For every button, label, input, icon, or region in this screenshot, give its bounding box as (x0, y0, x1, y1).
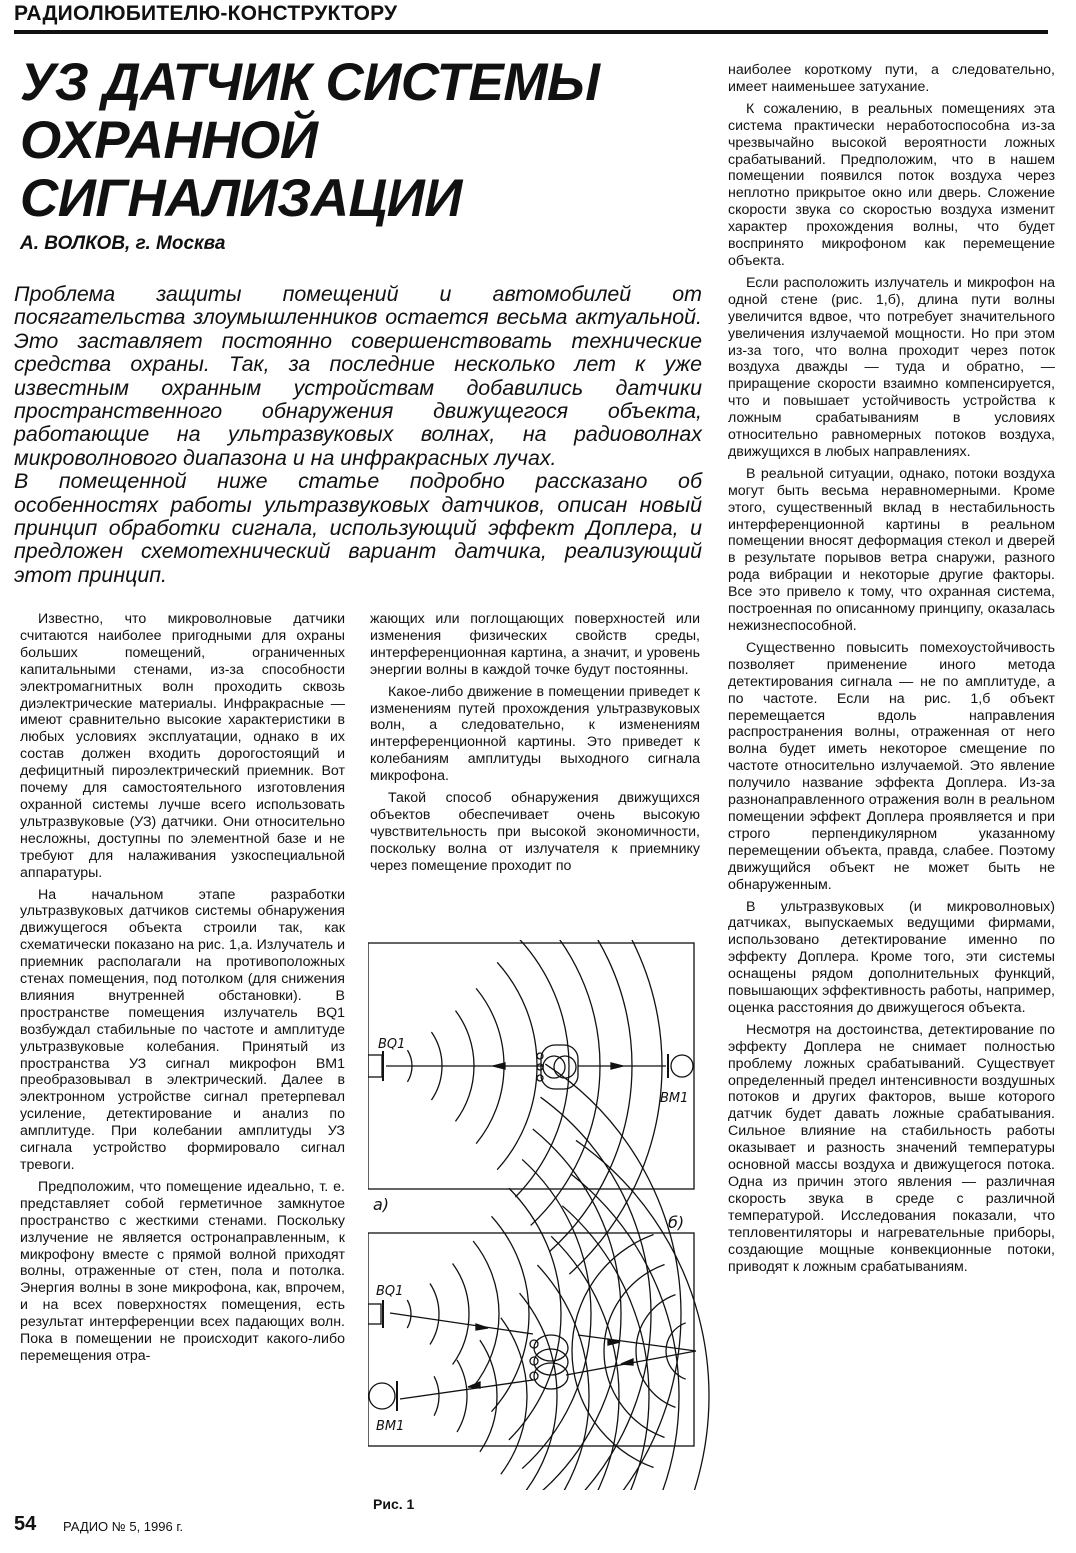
page-number: 54 (14, 1513, 37, 1535)
lead-paragraph: В помещенной ниже статье подробно рассказано об особенностях работы ультразвуковых датчиков, описан новый принцип обработки сигнала, использующий эффект Доплера, и предложен схемотехнический вариант датчика, реализующий этот принцип. (14, 469, 702, 587)
wavefront-arc (457, 1360, 467, 1432)
body-paragraph: Предположим, что помещение идеально, т. е. представляет собой герметичное замкнутое пространство с жесткими стенами. Поскольку излучение не является остронаправленным, к микрофону вместе с прямой волной приходят волны, отраженные от стен, пола и потолка. Энергия волны в зоне микрофона, как, впрочем, и на всех поверхностях помещения, есть результат интерференции всех падающих волн. Пока в помещении не происходит какого-либо перемещения отра- (20, 1178, 345, 1364)
article-author: А. ВОЛКОВ, г. Москва (20, 233, 226, 254)
microphone-label-a: BM1 (660, 1091, 689, 1106)
object-icon (537, 1045, 578, 1089)
body-paragraph: В реальной ситуации, однако, потоки воздуха могут быть весьма неравномерными. Кроме этого, существенный вклад в нестабильность интерференционной картины в реальном помещении вносят деформация стекол и дверей в результате порывов ветра снаружи, разного рода вибрации и некоторые другие факторы. Все это привело к тому, что охранная система, построенная по описанному принципу, оказалась нежизнеспособной. (728, 465, 1055, 634)
article-lead (14, 283, 702, 587)
arrow-icon (493, 1063, 505, 1069)
body-paragraph: Существенно повысить помехоустойчивость позволяет применение иного метода детектирования сигнала — не по амплитуде, а по частоте. Если на рис. 1,б объект перемещается вдоль направления распространения волны, отраженная от него волна будет иметь некоторое смещение по частоте относительно излучаемой. Это явление получило название эффекта Доплера. Из-за разнонаправленного отражения волн в реальном помещении эффект Доплера проявляется и при строго перпендикулярном указанному перемещении объекта, правда, слабее. Поэтому движущийся объект не может быть не обнаруженным. (728, 639, 1055, 893)
figure-1 (368, 940, 713, 1490)
wavefronts-a (407, 940, 662, 1274)
wavefront-arc (453, 1263, 469, 1364)
wavefront-arc (533, 1129, 621, 1490)
object-icon (530, 1335, 568, 1389)
figure-caption: Рис. 1 (373, 1496, 415, 1512)
title-line: ОХРАННОЙ (20, 111, 318, 170)
body-paragraph: Какое-либо движение в помещении приведет к изменениям путей прохождения ультразвуковых волн, а следовательно, к изменениям интерференционной картины. Это приведет к колебаниям амплитуды выходного сигнала микрофона. (370, 683, 700, 785)
panel-label-b: б) (668, 1213, 685, 1232)
microphone-icon (668, 1054, 693, 1078)
wavefront-arc (480, 1340, 497, 1452)
emitter-label-b: BQ1 (376, 1284, 404, 1299)
microphone-label-b: BM1 (376, 1419, 405, 1434)
wavefront-arc (434, 1376, 439, 1415)
section-rubric: РАДИОЛЮБИТЕЛЮ-КОНСТРУКТОРУ (14, 2, 398, 25)
body-paragraph: К сожалению, в реальных помещениях эта система практически неработоспособна из-за чрезвычайно высокой вероятности ложных срабатываний. Предположим, что в нашем помещении появился поток воздуха через неплотно прикрытое окно или дверь. Сложение скорости звука со скоростью воздуха изменит характер прохождения волны, что будет воспринято микрофоном как перемещение объекта. (728, 100, 1055, 269)
body-paragraph: жающих или поглощающих поверхностей или изменения физических свойств среды, интерференционная картина, а значит, и уровень энергии волны в каждой точке будут постоянны. (370, 611, 700, 678)
wavefront-arc (491, 1216, 529, 1411)
wavefront-arc (430, 1284, 439, 1345)
title-line: УЗ ДАТЧИК СИСТЕМЫ (20, 53, 600, 112)
header-rule (14, 30, 1048, 34)
arrow-icon (476, 1324, 488, 1330)
lead-paragraph: Проблема защиты помещений и автомобилей от посягательства злоумышленников остается весьма актуальной. Это заставляет постоянно совершенствовать технические средства охраны. Так, за последние несколько лет к уже известным охранным устройствам добавились датчики пространственного обнаружения движущегося объекта, работающие на ультразвуковых волнах, на радиоволнах микроволнового диапазона и на инфракрасных лучах. (14, 282, 702, 470)
wavefront-arc (604, 1265, 665, 1438)
article-title (20, 54, 660, 228)
body-paragraph: Если расположить излучатель и микрофон на одной стене (рис. 1,б), длина пути волны увеличится вдвое, что потребует значительного увеличения излучаемой мощности. Но при этом из-за того, что волна проходит через поток воздуха дважды — туда и обратно, — приращение скорости взаимно компенсируется, что и повышает устойчивость устройства к ложным срабатываниям в условиях относительно равномерных потоков воздуха, движущихся в любых направлениях. (728, 274, 1055, 460)
wavefront-arc (407, 1300, 411, 1328)
text-column-1 (20, 611, 345, 1370)
wavefront-arc (501, 1318, 527, 1474)
wavefront-arc (520, 1293, 557, 1490)
emitter-label-a: BQ1 (378, 1037, 406, 1052)
body-paragraph: наиболее короткому пути, а следовательно, имеет наименьшее затухание. (728, 62, 1055, 95)
wavefront-arc (549, 940, 632, 1252)
emitter-icon (368, 1051, 383, 1081)
emitter-icon (368, 1300, 383, 1328)
wavefront-arc (571, 1174, 679, 1490)
wavefront-arc (576, 1140, 709, 1490)
wavefront-arc (545, 1064, 681, 1490)
wavefront-arc (569, 940, 662, 1274)
wavefront-arc (522, 1159, 591, 1468)
arrow-icon (611, 1063, 623, 1069)
panel-label-a: а) (373, 1195, 390, 1214)
arrow-icon (621, 1359, 633, 1365)
wavefront-arc (636, 1295, 675, 1408)
body-paragraph: На начальном этапе разработки ультразвуковых датчиков системы обнаружения движущегося объекта строили так, как схематически показано на рис. 1,а. Излучатель и приемник располагали на противоположных стенах помещения, под потолком (для снижения влияния внутренней обстановки). В пространстве помещения излучатель BQ1 возбуждал стабильные по частоте и амплитуде ультразвуковые колебания. Принятый из пространства УЗ сигнал микрофон BM1 преобразовывал в электрический. Далее в электронном устройстве сигнал претерпевал усиление, детектирование и анализ по амплитуде. При колебании амплитуды УЗ сигнала устройство формировало сигнал тревоги. (20, 886, 345, 1173)
wavefront-arc (531, 940, 600, 1225)
text-column-2 (370, 611, 700, 880)
figure-1-drawing (368, 940, 713, 1490)
text-column-3 (728, 62, 1055, 1280)
wavefront-arc (473, 1241, 499, 1387)
body-paragraph: Такой способ обнаружения движущихся объектов обеспечивает очень высокую чувствительность при высокой экономичности, поскольку волна от излучателя к приемнику через помещение проходит по (370, 790, 700, 874)
body-paragraph: В ультразвуковых (и микроволновых) датчиках, выпускаемых ведущими фирмами, использовано детектирование именно по эффекту Доплера. Кроме того, эти системы оснащены рядом дополнительных функций, повышающих эффективность работы, например, оценка расстояния до движущегося объекта. (728, 898, 1055, 1016)
body-paragraph: Известно, что микроволновые датчики считаются наиболее пригодными для охраны больших помещений, ограниченных капитальными стенами, из-за способности электромагнитных волн проходить сквозь диэлектрические материалы. Инфракрасные — имеют сравнительно высокие характеристики в любых условиях эксплуатации, однако в их состав должен входить дорогостоящий и дефицитный пироэлектрический приемник. Вот почему для самостоятельного изготовления охранной системы лучше всего использовать ультразвуковые (УЗ) датчики. Они относительно несложны, доступны по элементной базе и не требуют для налаживания узкоспециальной аппаратуры. (20, 611, 345, 881)
issue-source: РАДИО № 5, 1996 г. (63, 1519, 184, 1534)
title-line: СИГНАЛИЗАЦИИ (20, 169, 462, 228)
microphone-icon (369, 1381, 397, 1411)
body-paragraph: Несмотря на достоинства, детектирование по эффекту Доплера не снимает полностью проблему ложных срабатываний. Существует определенный предел интенсивности воздушных потоков и других факторов, выше которого датчик будет давать ложные срабатывания. Сильное влияние на стабильность работы оказывает и разность значений температуры основной массы воздуха и движущегося потока. Одна из причин этого явления — различная скорость звука в среде с различной температурой. Исследования показали, что тепловентиляторы и нагревательные приборы, создающие мощные конвекционные потоки, приводят к ложным срабатываниям. (728, 1021, 1055, 1275)
